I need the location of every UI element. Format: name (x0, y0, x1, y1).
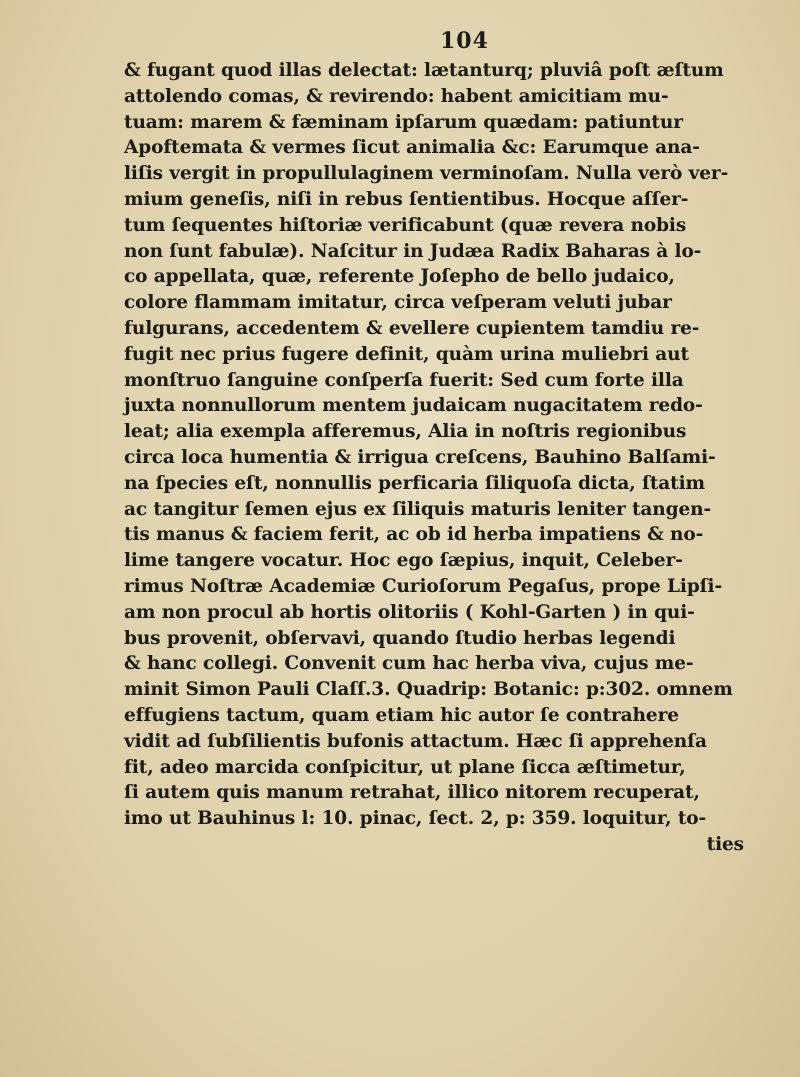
text-line: & fugant quod illas delectat: lætanturq; pluviâ poſt æſtum (124, 60, 724, 81)
text-line: tum ſequentes hiſtoriæ verificabunt (quæ revera nobis (124, 214, 687, 236)
text-line: circa loca humentia & irrigua creſcens, Bauhino Balſami- (124, 446, 716, 468)
text-line: ſi autem quis manum retrahat, illico nitorem recuperat, (124, 782, 700, 804)
text-line: lime tangere vocatur. Hoc ego ſæpius, inquit, Celeber- (124, 550, 683, 572)
text-line: colore flammam imitatur, circa veſperam veluti jubar (124, 292, 672, 314)
text-line: effugiens tactum, quam etiam hic autor ſe contrahere (124, 704, 679, 726)
text-line: tuam: marem & fæminam ipſarum quædam: patiuntur (124, 111, 683, 133)
text-line: mium geneſis, niſi in rebus ſentientibus. Hocque aſſer- (124, 188, 689, 210)
text-line: na ſpecies eſt, nonnullis perficaria ſiliquoſa dicta, ſtatim (124, 472, 706, 494)
text-line: Apoftemata & vermes ſicut animalia &c: Earumque ana- (124, 137, 700, 159)
catchword: ties (706, 833, 744, 855)
text-line: rimus Noſtræ Academiæ Curioſorum Pegaſus, prope Lipſi- (124, 575, 723, 597)
text-line: minit Simon Pauli Claſſ.3. Quadrip: Botanic: p:302. omnem (124, 679, 733, 701)
text-line: non ſunt fabulæ). Naſcitur in Judæa Radix Baharas à lo- (124, 240, 702, 262)
text-line: co appellata, quæ, referente Joſepho de bello judaico, (124, 266, 675, 288)
text-line: juxta nonnullorum mentem judaicam nugacitatem redo- (124, 395, 703, 417)
page-number: 104 (440, 28, 489, 54)
text-line: liſis vergit in propullulaginem verminoſam. Nulla verò ver- (124, 163, 729, 185)
text-line: & hanc collegi. Convenit cum hac herba viva, cujus me- (124, 653, 694, 675)
text-line: tis manus & faciem ferit, ac ob id herba impatiens & no- (124, 524, 704, 546)
text-line: attolendo comas, & revirendo: habent amicitiam mu- (124, 85, 669, 107)
text-line: imo ut Bauhinus l: 10. pinac, ſect. 2, p: 359. loquitur, to- (124, 808, 707, 830)
text-line: fulgurans, accedentem & evellere cupientem tamdiu re- (124, 317, 700, 339)
text-line: monſtruo ſanguine conſperſa fuerit: Sed cum forte illa (124, 369, 684, 391)
text-line: fugit nec prius fugere definit, quàm urina muliebri aut (124, 343, 689, 365)
text-line: vidit ad ſubſilientis bufonis attactum. Hæc ſi apprehenſa (124, 730, 707, 752)
text-line: bus provenit, obſervavi, quando ſtudio herbas legendi (124, 627, 676, 649)
text-line: ac tangitur ſemen ejus ex ſiliquis maturis leniter tangen- (124, 498, 712, 520)
body-text (124, 58, 784, 858)
text-line: fit, adeo marcida conſpicitur, ut plane ſicca æſtimetur, (124, 756, 686, 778)
text-line: leat; alia exempla afferemus, Alia in noſtris regionibus (124, 421, 687, 443)
text-line: am non procul ab hortis olitoriis ( Kohl-Garten ) in qui- (124, 601, 695, 623)
